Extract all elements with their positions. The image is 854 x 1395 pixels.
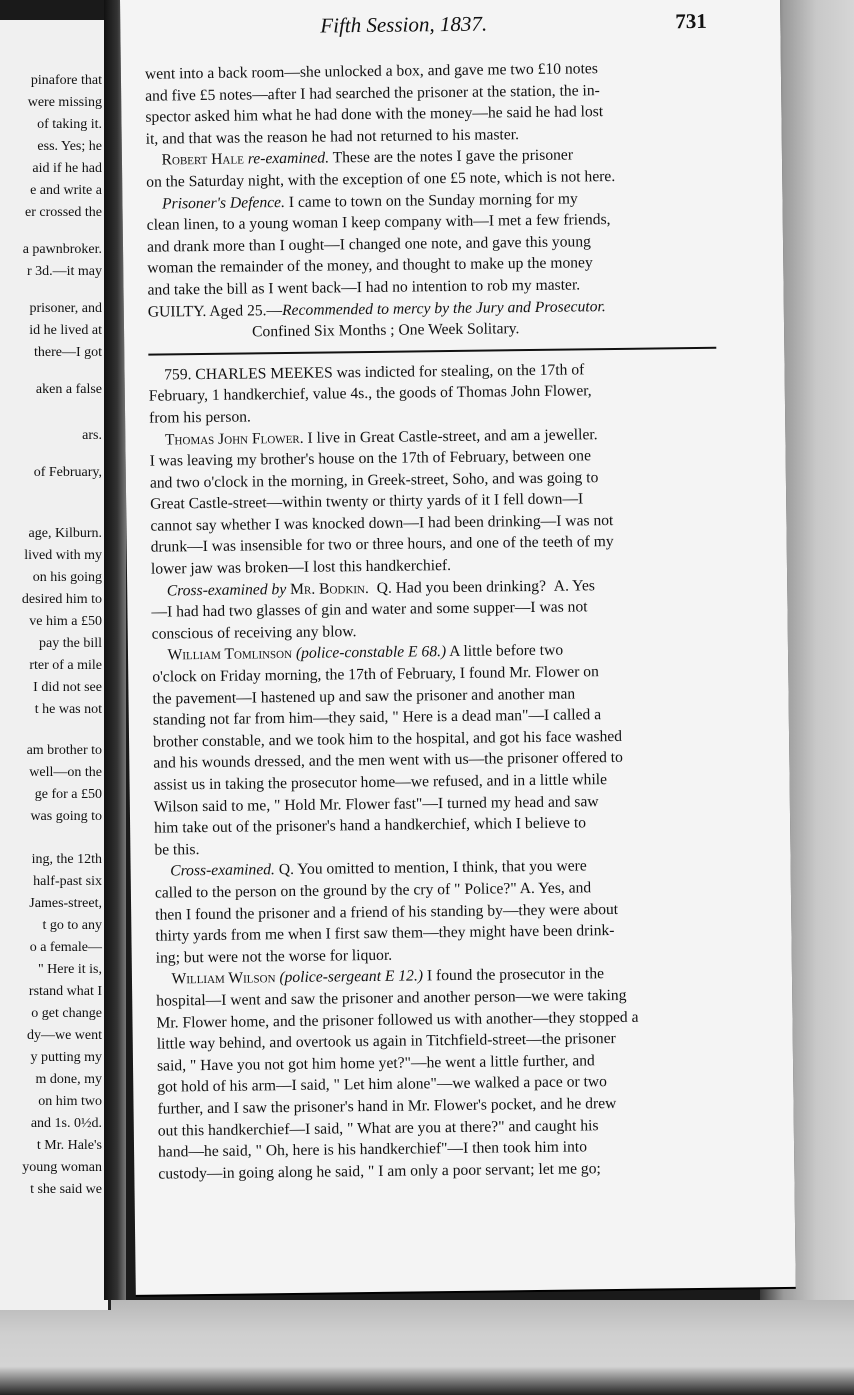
verdict: GUILTY. <box>147 302 207 321</box>
text-line: drunk—I was insensible for two or three hours, and one of the teeth of my <box>150 533 614 557</box>
left-page <box>0 20 111 1310</box>
left-fragment: pay the bill <box>39 636 102 651</box>
text-line: further, and I saw the prisoner's hand in Mr. Flower's pocket, and he drew <box>157 1094 617 1118</box>
left-fragment: there—I got <box>33 345 102 360</box>
text-line: said, " Have you not got him home yet?"—he went a little further, and <box>156 1051 595 1075</box>
text-line: and drank more than I ought—I changed one note, and gave this young <box>146 233 591 256</box>
text-line: and two o'clock in the morning, in Greek-street, Soho, and was going to <box>149 468 599 492</box>
text-line: cannot say whether I was knocked down—I had been drinking—I was not <box>150 511 614 535</box>
left-fragment: well—on the <box>29 765 102 780</box>
left-fragment: o get change <box>31 1006 102 1021</box>
witness-name: Robert Hale <box>161 150 244 169</box>
text-line: then I found the prisoner and a friend of his standing by—they were about <box>155 900 619 924</box>
left-fragment: and 1s. 0½d. <box>30 1116 102 1131</box>
counsel-name: Mr. Bodkin. <box>289 579 369 598</box>
left-fragment: ing, the 12th <box>31 852 102 867</box>
left-fragment: were missing <box>27 95 102 110</box>
witness-role: re-examined. <box>247 149 330 168</box>
left-fragment: id he lived at <box>29 323 102 338</box>
left-fragment: dy—we went <box>26 1028 102 1043</box>
text-line: hospital—I went and saw the prisoner and another person—we were taking <box>156 986 627 1010</box>
witness-role: (police-constable E 68.) <box>295 643 447 663</box>
defendant-name: CHARLES MEEKES <box>195 364 333 383</box>
text-line: went into a back room—she unlocked a box, and gave me two £10 notes <box>144 60 598 83</box>
text-line: and his wounds dressed, and the men went with us—the prisoner offered to <box>153 749 624 773</box>
left-fragment: rstand what I <box>28 984 102 999</box>
left-fragment: of taking it. <box>37 117 102 132</box>
text-line: —I had had two glasses of gin and water and some supper—I was not <box>151 598 588 621</box>
indictment-text: was indicted for stealing, on the 17th of <box>336 361 585 382</box>
text-line: custody—in going along he said, " I am only a poor servant; let me go; <box>158 1159 601 1183</box>
text-line: it, and that was the reason he had not returned to his master. <box>145 125 520 148</box>
left-fragment: o a female— <box>29 940 102 955</box>
left-fragment: t he was not <box>34 702 102 717</box>
text-line: standing not far from him—they said, " Here is a dead man"—I called a <box>152 706 602 729</box>
text-line: Wilson said to me, " Hold Mr. Flower fast"—I turned my head and saw <box>153 792 599 816</box>
left-fragment: t she said we <box>30 1182 102 1197</box>
left-fragment: er crossed the <box>25 205 102 220</box>
left-fragment: lived with my <box>24 548 102 563</box>
page-header <box>120 9 720 40</box>
left-fragment: ess. Yes; he <box>37 139 102 154</box>
text-line: woman the remainder of the money, and thought to make up the money <box>147 254 593 278</box>
left-fragment: was going to <box>30 809 102 824</box>
answer: A. Yes <box>553 576 596 595</box>
left-fragment: rter of a mile <box>29 658 102 673</box>
left-fragment: young woman <box>22 1160 102 1175</box>
defence-label: Prisoner's Defence. <box>161 193 286 213</box>
left-fragment: t go to any <box>42 918 102 933</box>
left-fragment: on him two <box>38 1094 102 1109</box>
text-line: and five £5 notes—after I had searched the prisoner at the station, the in- <box>145 81 600 105</box>
case-number: 759. <box>164 365 192 384</box>
background-bottom <box>0 1300 854 1395</box>
text-line: called to the person on the ground by the cry of " Police?" A. Yes, and <box>154 879 592 902</box>
left-fragment: James-street, <box>29 896 102 911</box>
left-fragment: m done, my <box>35 1072 102 1087</box>
right-page <box>120 0 796 1295</box>
left-fragment: prisoner, and <box>29 301 102 316</box>
left-fragment: pinafore that <box>30 73 102 88</box>
text-line: Mr. Flower home, and the prisoner followed us with another—they stopped a <box>156 1008 639 1032</box>
left-fragment: ars. <box>82 428 102 443</box>
text-line: the pavement—I hastened up and saw the prisoner and another man <box>152 685 576 708</box>
text-line: little way behind, and overtook us again in Titchfield-street—the prisoner <box>156 1030 616 1053</box>
testimony-text: I came to town on the Sunday morning for my <box>288 189 578 211</box>
page-body <box>145 57 727 1185</box>
examination-label: Cross-examined. <box>170 861 276 880</box>
testimony-text: Q. You omitted to mention, I think, that you were <box>278 857 587 879</box>
testimony-text: A little before two <box>449 642 564 661</box>
left-fragment: r 3d.—it may <box>26 264 102 279</box>
prisoner-age: Aged 25.— <box>209 301 283 320</box>
text-line: conscious of receiving any blow. <box>151 623 357 643</box>
witness-name: Thomas John Flower. <box>164 429 304 448</box>
text-line: lower jaw was broken—I lost this handkerchief. <box>150 557 452 578</box>
text-line: and take the bill as I went back—I had no intention to rob my master. <box>147 276 581 299</box>
testimony-text: These are the notes I gave the prisoner <box>332 146 574 167</box>
text-line: on the Saturday night, with the exception of one £5 note, which is not here. <box>146 167 616 191</box>
text-line: o'clock on Friday morning, the 17th of February, I found Mr. Flower on <box>152 663 599 686</box>
page-number: 731 <box>675 8 707 34</box>
testimony-text: I live in Great Castle-street, and am a jeweller. <box>307 425 598 447</box>
text-line: him take out of the prisoner's hand a handkerchief, which I believe to <box>154 814 587 837</box>
text-line: out this handkerchief—I said, " What are you at there?" and caught his <box>157 1116 599 1140</box>
left-fragment: " Here it is, <box>37 962 102 977</box>
left-fragment: y putting my <box>30 1050 102 1065</box>
case-divider-rule <box>148 346 716 355</box>
text-line: spector asked him what he had done with the money—he said he had lost <box>145 103 604 126</box>
left-fragment: a pawnbroker. <box>22 242 102 257</box>
text-line: hand—he said, " Oh, here is his handkerchief"—I then took him into <box>157 1138 588 1161</box>
left-fragment: on his going <box>32 570 102 585</box>
text-line: brother constable, and we took him to the hospital, and got his face washed <box>152 727 623 751</box>
text-line: got hold of his arm—I said, " Let him alone"—we walked a pace or two <box>157 1073 608 1096</box>
left-fragment: desired him to <box>21 592 102 607</box>
left-fragment: age, Kilburn. <box>28 526 102 541</box>
left-fragment: am brother to <box>26 743 102 758</box>
text-line: from his person. <box>149 408 251 427</box>
text-line: I was leaving my brother's house on the 17th of February, between one <box>149 447 592 470</box>
text-line: assist us in taking the prosecutor home—we refused, and in a little while <box>153 771 608 794</box>
left-fragment: ge for a £50 <box>34 787 102 802</box>
text-line: clean linen, to a young woman I keep company with—I met a few friends, <box>146 211 611 234</box>
text-line: February, 1 handkerchief, value 4s., the goods of Thomas John Flower, <box>148 382 592 405</box>
left-fragment: e and write a <box>30 183 102 198</box>
examination-label: Cross-examined by <box>166 580 287 600</box>
witness-role: (police-sergeant E 12.) <box>279 967 424 987</box>
text-line: be this. <box>154 840 200 859</box>
left-fragment: aid if he had <box>32 161 102 176</box>
sentence-line: Confined Six Months ; One Week Solitary. <box>251 320 520 341</box>
witness-name: William Tomlinson <box>167 645 293 664</box>
left-fragment: aken a false <box>35 382 102 397</box>
left-fragment: half-past six <box>33 874 102 889</box>
left-fragment: of February, <box>33 465 102 480</box>
question: Q. Had you been drinking? <box>376 577 547 597</box>
running-title: Fifth Session, 1837. <box>320 11 488 38</box>
left-fragment: ve him a £50 <box>29 614 102 629</box>
left-fragment: I did not see <box>33 680 102 695</box>
left-fragment: t Mr. Hale's <box>36 1138 102 1153</box>
text-line: thirty yards from me when I first saw them—they might have been drink- <box>155 922 615 945</box>
text-line: Great Castle-street—within twenty or thirty yards of it I fell down—I <box>150 490 584 513</box>
testimony-text: I found the prosecutor in the <box>426 965 605 985</box>
recommendation: Recommended to mercy by the Jury and Prosecutor. <box>281 297 606 319</box>
witness-name: William Wilson <box>171 969 276 988</box>
text-line: ing; but were not the worse for liquor. <box>155 946 393 967</box>
